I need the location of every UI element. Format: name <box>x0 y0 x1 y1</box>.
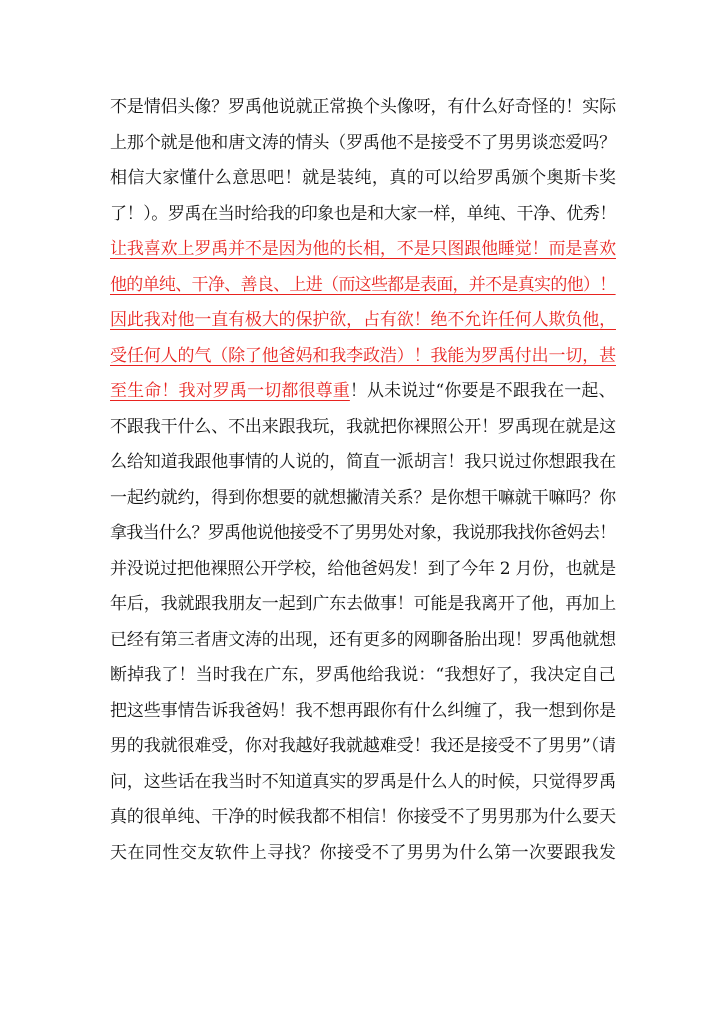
text-line <box>110 623 620 659</box>
text-line <box>110 232 620 268</box>
text-segment: 相信大家懂什么意思吧！就是装纯，真的可以给罗禹颁个奥斯卡奖 <box>110 168 617 188</box>
text-line <box>110 445 620 481</box>
text-segment: 年后，我就跟我朋友一起到广东去做事！可能是我离开了他，再加上 <box>110 594 616 614</box>
document-body <box>110 90 620 871</box>
highlighted-text-segment: 至生命！我对罗禹一切都很尊重 <box>110 381 350 401</box>
text-line <box>110 481 620 517</box>
text-segment: ！从未说过“你要是不跟我在一起、 <box>349 381 616 401</box>
text-segment: 拿我当什么？罗禹他说他接受不了男男处对象，我说那我找你爸妈去！ <box>110 523 616 543</box>
text-segment: 不跟我干什么、不出来跟我玩，我就把你裸照公开！罗禹现在就是这 <box>110 416 616 437</box>
text-line <box>110 587 620 623</box>
text-line <box>110 658 620 694</box>
text-segment: 问，这些话在我当时不知道真实的罗禹是什么人的时候，只觉得罗禹 <box>110 771 616 792</box>
text-segment: 真的很单纯、干净的时候我都不相信！你接受不了男男那为什么要天 <box>110 807 616 827</box>
text-line <box>110 303 620 339</box>
text-segment: 不是情侣头像？罗禹他说就正常换个头像呀，有什么好奇怪的！实际 <box>110 97 616 117</box>
text-segment: 么给知道我跟他事情的人说的，简直一派胡言！我只说过你想跟我在 <box>110 452 616 472</box>
text-line <box>110 516 620 552</box>
text-line <box>110 339 620 375</box>
text-line <box>110 126 620 162</box>
text-segment: 了！）。罗禹在当时给我的印象也是和大家一样，单纯、干净、优秀！ <box>110 203 617 224</box>
text-line <box>110 268 620 304</box>
text-segment: 并没说过把他裸照公开学校，给他爸妈发！到了今年 2 月份，也就是 <box>110 558 616 579</box>
text-line <box>110 90 620 126</box>
text-segment: 男的我就很难受，你对我越好我就越难受！我还是接受不了男男”（请 <box>110 736 616 756</box>
highlighted-text-segment: 让我喜欢上罗禹并不是因为他的长相，不是只图跟他睡觉！而是喜欢 <box>110 239 616 259</box>
text-segment: 一起约就约，得到你想要的就想撇清关系？是你想干嘛就干嘛吗？你 <box>110 487 616 508</box>
text-line <box>110 552 620 588</box>
text-line <box>110 800 620 836</box>
text-line <box>110 694 620 730</box>
text-segment: 把这些事情告诉我爸妈！我不想再跟你有什么纠缠了，我一想到你是 <box>110 700 616 721</box>
text-line <box>110 836 620 872</box>
text-line <box>110 197 620 233</box>
text-line <box>110 410 620 446</box>
highlighted-text-segment: 受任何人的气（除了他爸妈和我李政浩）！我能为罗禹付出一切，甚 <box>110 345 616 366</box>
text-segment: 已经有第三者唐文涛的出现，还有更多的网聊备胎出现！罗禹他就想 <box>110 629 616 650</box>
text-segment: 断掉我了！当时我在广东，罗禹他给我说：“我想好了，我决定自己 <box>110 665 616 685</box>
text-line <box>110 765 620 801</box>
text-line <box>110 374 620 410</box>
text-line <box>110 161 620 197</box>
text-segment: 上那个就是他和唐文涛的情头（罗禹他不是接受不了男男谈恋爱吗？ <box>110 132 616 153</box>
text-line <box>110 729 620 765</box>
highlighted-text-segment: 他的单纯、干净、善良、上进（而这些都是表面，并不是真实的他）！ <box>110 274 616 295</box>
highlighted-text-segment: 因此我对他一直有极大的保护欲，占有欲！绝不允许任何人欺负他， <box>110 310 616 330</box>
text-segment: 天在同性交友软件上寻找？你接受不了男男为什么第一次要跟我发 <box>110 842 617 863</box>
